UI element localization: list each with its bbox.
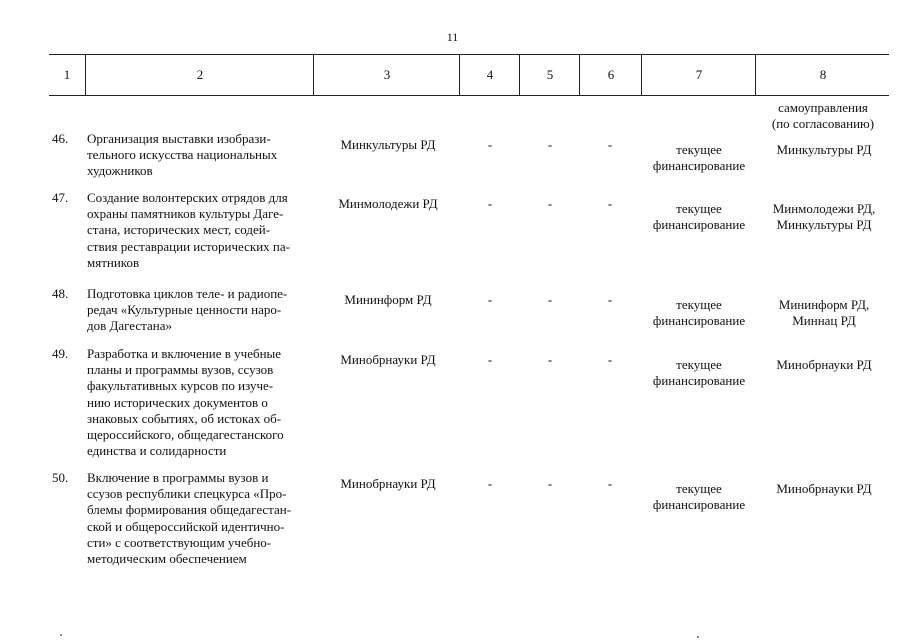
cell-executor: Минкультуры РД [340,137,436,152]
cell-c5: - [547,476,553,491]
header-col-5: 5 [519,55,580,95]
page-number: 11 [446,30,459,44]
cell-c4: - [487,137,493,152]
cell-c5: - [547,352,553,367]
cell-text: Подготовка циклов теле- и радиопе- редач «Культурные ценности наро- дов Дагестана» [87,286,288,334]
header-col-1: 1 [63,67,71,82]
cell-executor: Мининформ РД [344,292,432,307]
cell-num: 50. [52,470,69,485]
cell-executor: Минобрнауки РД [340,476,436,491]
cell-c6: - [607,137,613,152]
cell-c6: - [607,196,613,211]
header-col-7: 7 [641,55,756,95]
cell-executor: Минмолодежи РД [338,196,438,211]
cell-text: Организация выставки изобрази- тельного искусства национальных художников [87,131,278,179]
cell-c4: - [487,352,493,367]
header-col-2: 2 [85,55,314,95]
scan-speck [697,636,699,638]
cell-num: 46. [52,131,69,146]
cell-partner: Минкультуры РД [776,142,872,157]
cell-funding: текущее финансирование [652,201,746,233]
scan-speck [60,634,62,636]
cell-num: 48. [52,286,69,301]
cell-partner: Минмолодежи РД, Минкультуры РД [772,201,876,233]
table-header [49,54,889,96]
cell-funding: текущее финансирование [652,297,746,329]
cell-executor: Минобрнауки РД [340,352,436,367]
cell-c4: - [487,292,493,307]
cell-text: Разработка и включение в учебные планы и программы вузов, ссузов факультативных курсов по изуче- нию исторических документов о знаковых событиях, об истоках об- щероссийского, общедагестанского единства и солидарности [87,346,284,459]
cell-c5: - [547,137,553,152]
cell-partner: Мининформ РД, Миннац РД [778,297,870,329]
cell-c6: - [607,476,613,491]
cell-text: Включение в программы вузов и ссузов республики спецкурса «Про- блемы формирования общедагестан- ской и общероссийской идентично- сти» с соответствующим учебно- методическим обеспечением [87,470,292,567]
cell-text: Создание волонтерских отрядов для охраны памятников культуры Даге- стана, исторических мест, содей- ствия реставрации исторических па- мятников [87,190,290,270]
cell-c5: - [547,196,553,211]
cell-c5: - [547,292,553,307]
header-col-4: 4 [459,55,520,95]
cell-num: 47. [52,190,69,205]
cell-partner: Минобрнауки РД [776,481,872,496]
cell-c4: - [487,196,493,211]
cell-c4: - [487,476,493,491]
cell-partner: Минобрнауки РД [776,357,872,372]
carryover-text: самоуправления (по согласованию) [771,100,875,132]
cell-c6: - [607,352,613,367]
cell-c6: - [607,292,613,307]
header-col-8: 8 [755,55,890,95]
cell-funding: текущее финансирование [652,357,746,389]
header-col-6: 6 [579,55,642,95]
cell-funding: текущее финансирование [652,142,746,174]
cell-num: 49. [52,346,69,361]
cell-funding: текущее финансирование [652,481,746,513]
header-col-3: 3 [313,55,460,95]
